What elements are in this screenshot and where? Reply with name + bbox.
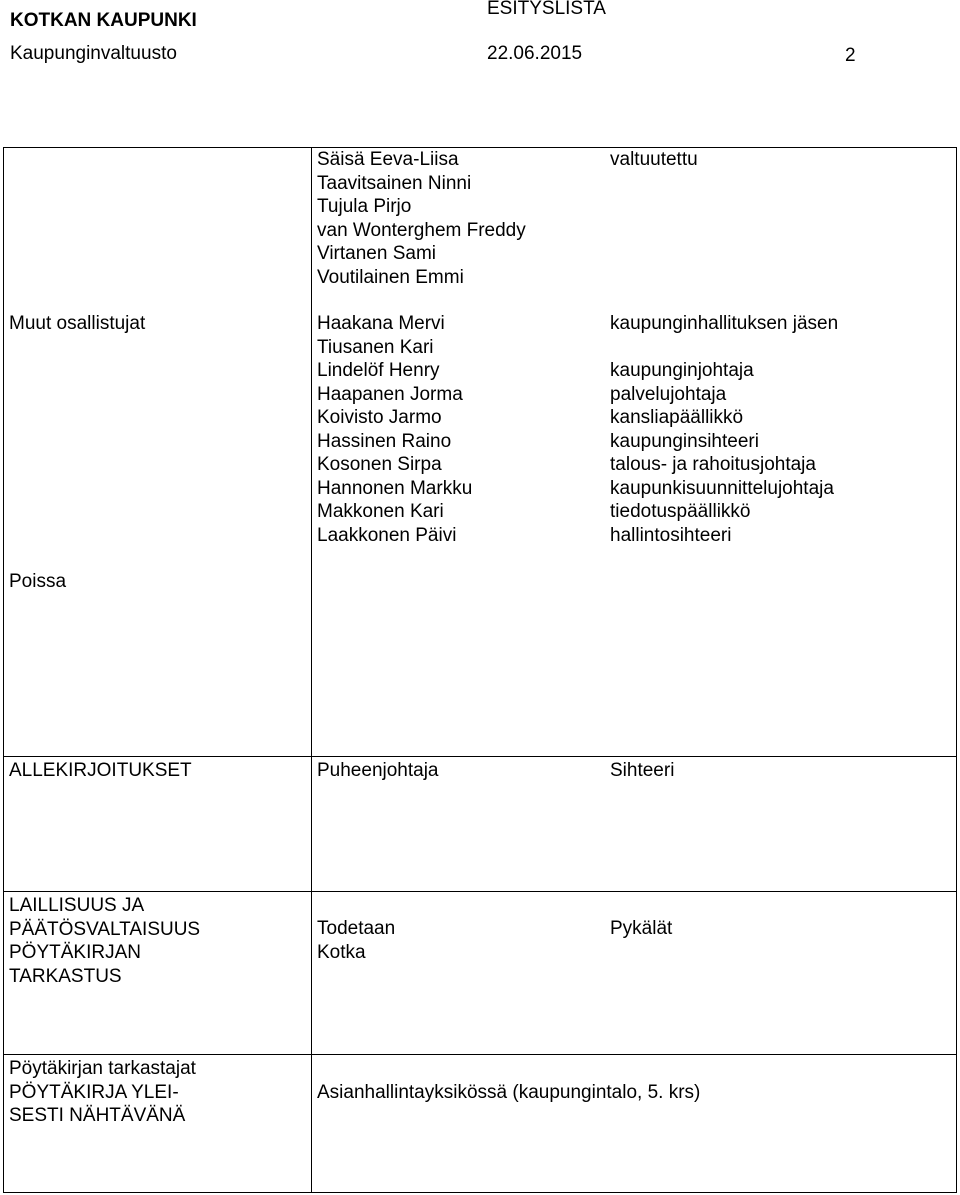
participant-role: kaupunkisuunnittelujohtaja [610,477,834,499]
member-name: Säisä Eeva-Liisa [317,149,459,170]
row-divider-signatures [3,756,957,757]
participant-name: Haapanen Jorma [317,383,463,405]
other-participants-roles [610,312,838,547]
chair-label: Puheenjohtaja [317,760,439,781]
signatures-label: ALLEKIRJOITUKSET [9,760,192,781]
member-name: Tujula Pirjo [317,196,412,217]
legality-confirmation [317,917,395,964]
member-list [317,148,526,289]
table-left-border [3,147,4,1193]
participant-role: palvelujohtaja [610,383,727,405]
secretary-label: Sihteeri [610,760,675,781]
sections-label: Pykälät [610,918,673,939]
legality-label-line: LAILLISUUS JA [9,895,145,916]
participant-name: Laakkonen Päivi [317,524,457,546]
column-divider [311,147,312,1193]
place-text: Kotka [317,941,366,963]
organization-name: KOTKAN KAUPUNKI [10,10,197,31]
governing-body: Kaupunginvaltuusto [10,43,177,64]
row-divider-legality [3,891,957,892]
confirmed-text: Todetaan [317,918,396,939]
legality-label-line: PÖYTÄKIRJAN [9,942,141,963]
participant-name: Hannonen Markku [317,477,473,499]
participant-name: Hassinen Raino [317,430,452,452]
legality-label-line: PÄÄTÖSVALTAISUUS [9,918,201,940]
publication-labels [9,1057,196,1128]
participant-role: kaupunginhallituksen jäsen [610,313,839,334]
participant-name: Tiusanen Kari [317,336,434,358]
table-bottom-border [3,1192,957,1193]
member-role: valtuutettu [610,149,698,170]
participant-role: kaupunginjohtaja [610,360,754,381]
participant-role [610,336,838,360]
member-name: van Wonterghem Freddy [317,219,526,241]
meeting-date: 22.06.2015 [487,43,583,64]
participant-role: kansliapäällikkö [610,407,744,428]
member-name: Taavitsainen Ninni [317,172,472,194]
public-label-line: SESTI NÄHTÄVÄNÄ [9,1105,186,1126]
legality-label [9,894,200,988]
publication-location: Asianhallintayksikössä (kaupungintalo, 5. krs) [317,1082,701,1103]
row-divider-publication [3,1054,957,1055]
member-name: Virtanen Sami [317,243,436,264]
participant-role: tiedotuspäällikkö [610,501,751,522]
document-title: ESITYSLISTA [487,0,606,19]
absent-label: Poissa [9,571,67,592]
participant-name: Lindelöf Henry [317,360,440,381]
participant-role: kaupunginsihteeri [610,430,759,452]
page-number: 2 [845,45,856,66]
participant-name: Haakana Mervi [317,313,445,334]
public-label-line: PÖYTÄKIRJA YLEI- [9,1081,179,1103]
table-right-border [956,147,957,1193]
other-participants-names [317,312,472,547]
participant-name: Koivisto Jarmo [317,407,442,428]
participant-role: hallintosihteeri [610,524,732,546]
participant-name: Kosonen Sirpa [317,454,442,475]
legality-label-line: TARKASTUS [9,965,122,987]
participant-name: Makkonen Kari [317,501,444,522]
examiners-label: Pöytäkirjan tarkastajat [9,1058,196,1079]
other-participants-label: Muut osallistujat [9,313,146,334]
member-name: Voutilainen Emmi [317,266,464,288]
participant-role: talous- ja rahoitusjohtaja [610,454,816,475]
